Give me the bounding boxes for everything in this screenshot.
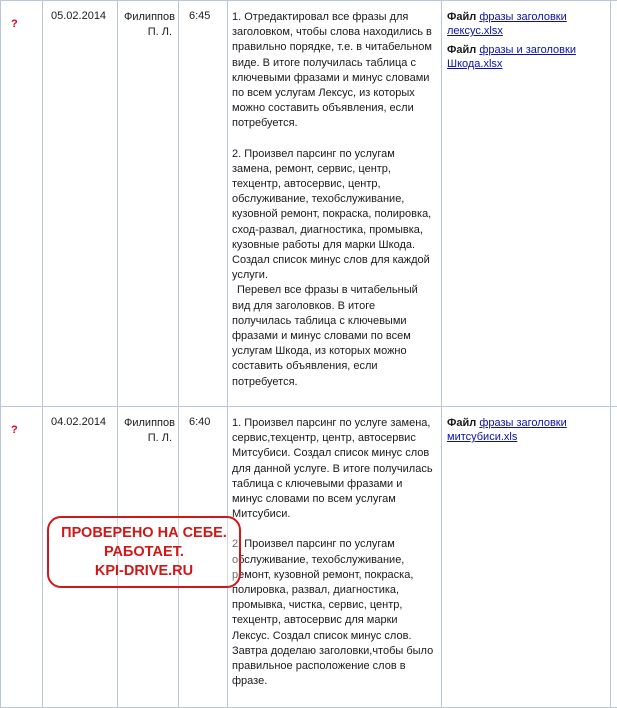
- file-link[interactable]: фразы заголовки лексус.xlsx: [447, 11, 567, 37]
- author-name: [124, 416, 175, 446]
- extra-cell: [611, 1, 617, 407]
- file-label: Файл: [447, 417, 477, 429]
- time-spent: 6:40: [189, 416, 211, 428]
- author-initials: П. Л.: [147, 432, 172, 444]
- file-link[interactable]: фразы и заголовки Шкода.xlsx: [447, 44, 576, 70]
- file-link[interactable]: фразы заголовки митсубиси.xls: [447, 417, 567, 443]
- author-surname: Филиппов: [124, 417, 175, 429]
- author-initials: П. Л.: [147, 26, 172, 38]
- file-entry: [447, 416, 606, 444]
- description-paragraph: 1. Отредактировал все фразы для заголовком, чтобы слова находились в правильно порядке, т.е. в читабельном виде. В итоге получилась таблица с ключевыми фразами и минус словами по всем услугам Лексус, из которых можно составить объявления, если потребуется.: [232, 11, 432, 130]
- author-name: [124, 10, 175, 40]
- table-row: [1, 1, 617, 407]
- report-date: 04.02.2014: [51, 416, 107, 428]
- time-cell: [179, 1, 228, 407]
- status-cell: [1, 407, 43, 708]
- description-cell: [228, 1, 442, 407]
- description-paragraph: 2. Произвел парсинг по услугам замена, ремонт, сервис, центр, техцентр, автосервис, центр, обслуживание, техобслуживание, кузовной ремонт, покраска, полировка, сход-развал, диагностика, промывка, кузовные работы для марки Шкода. Создал список минус слов для каждой услуги.: [232, 147, 432, 282]
- task-description: [232, 416, 435, 689]
- author-surname: Филиппов: [124, 11, 175, 23]
- verification-stamp: [47, 516, 241, 588]
- status-cell: [1, 1, 43, 407]
- files-cell: [442, 1, 611, 407]
- description-paragraph: 1. Произвел парсинг по услуге замена, сервис,техцентр, центр, автосервис Митсубиси. Создал список минус слов для данной услуге. В итоге получилась таблица с ключевыми фразами и минус словами по всем услугам Митсубиси.: [232, 417, 433, 521]
- report-date: 05.02.2014: [51, 10, 107, 22]
- attached-files: [447, 10, 606, 71]
- stamp-line: РАБОТАЕТ.: [104, 544, 184, 560]
- date-cell: [43, 1, 118, 407]
- file-label: Файл: [447, 44, 477, 56]
- description-paragraph: 2. Произвел парсинг по услугам обслуживание, техобслуживание, ремонт, кузовной ремонт, покраска, полировка, развал, диагностика, промывка, чистка, сервис, центр, техцентр, автосервис для марки Лексус. Создал список минус слов. Завтра доделаю заголовки,чтобы было правильное расположение слов в фразе.: [232, 538, 434, 688]
- description-cell: [228, 407, 442, 708]
- stamp-line: KPI-DRIVE.RU: [94, 563, 194, 579]
- attached-files: [447, 416, 606, 444]
- description-paragraph: Перевел все фразы в читабельный вид для заголовков. В итоге получилась таблица с ключевыми фразами и минус словами по всем услугам Шкода, из которых можно составить объявления, если потребуется.: [232, 284, 418, 388]
- file-label: Файл: [447, 11, 477, 23]
- extra-cell: [611, 407, 617, 708]
- file-entry: [447, 43, 606, 71]
- time-spent: 6:45: [189, 10, 211, 22]
- file-entry: [447, 10, 606, 38]
- files-cell: [442, 407, 611, 708]
- stamp-line: ПРОВЕРЕНО НА СЕБЕ.: [61, 525, 227, 541]
- author-cell: [118, 1, 179, 407]
- status-question-icon[interactable]: ?: [11, 18, 18, 30]
- task-description: [232, 10, 435, 390]
- status-question-icon[interactable]: ?: [11, 424, 18, 436]
